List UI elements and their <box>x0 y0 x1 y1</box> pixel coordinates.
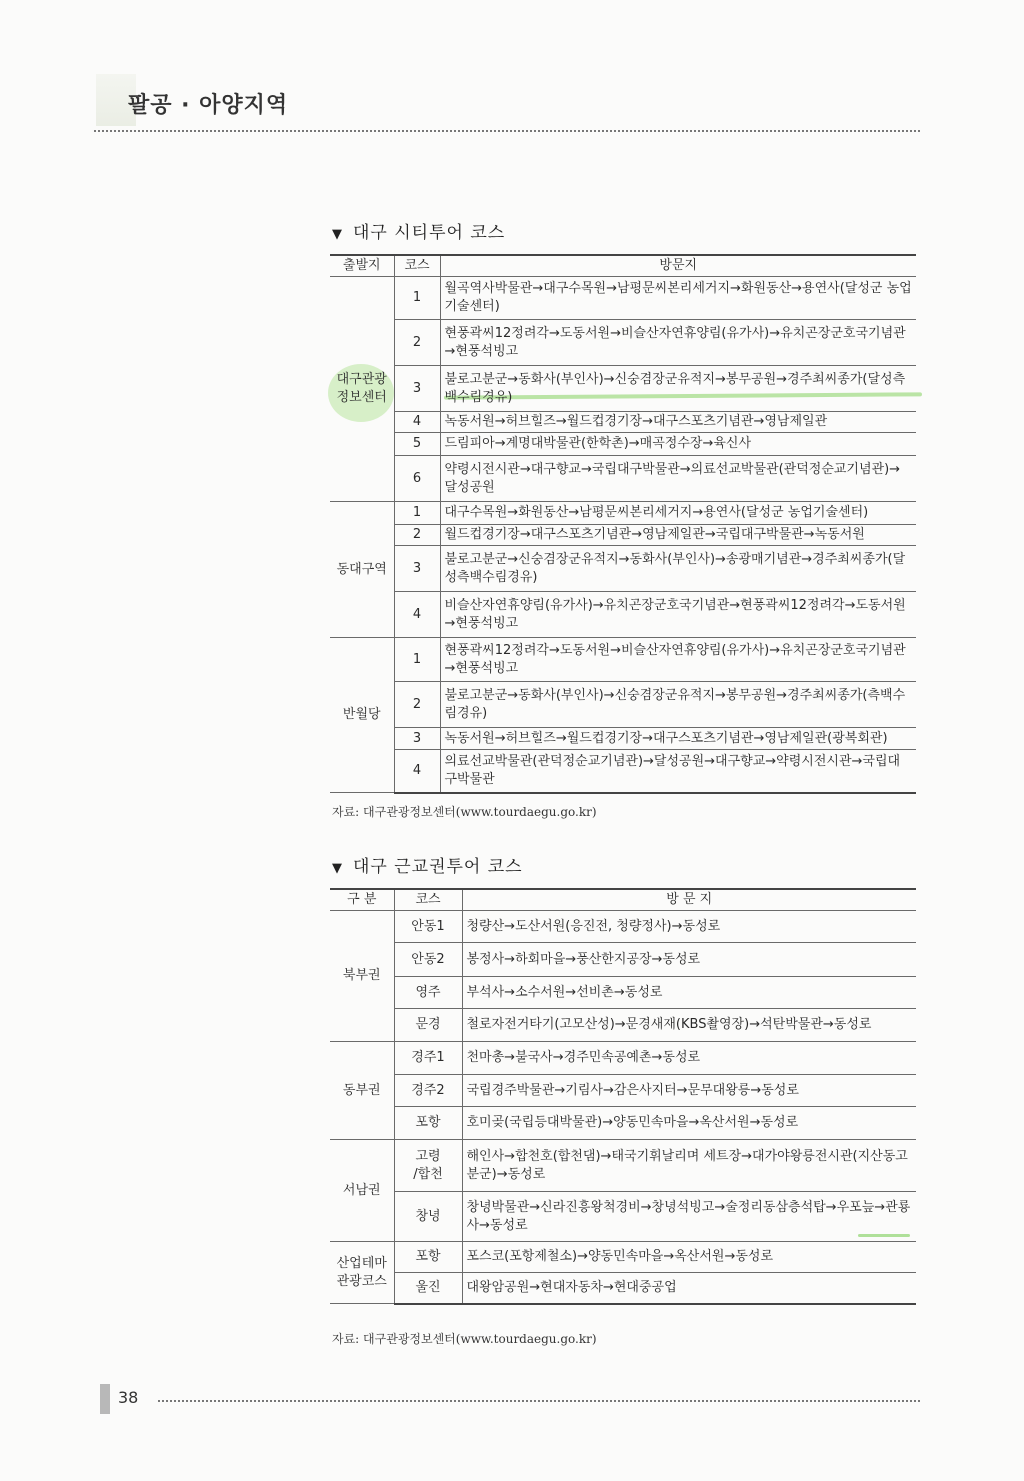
table-row <box>330 433 916 456</box>
places-cell: 약령시전시관→대구향교→국립대구박물관→의료선교박물관(관덕정순교기념관)→달성공원 <box>440 456 916 502</box>
places-cell: 천마총→불국사→경주민속공예촌→동성로 <box>462 1042 916 1075</box>
course-cell: 2 <box>394 682 440 728</box>
table-row <box>330 1107 916 1140</box>
course-cell: 경주1 <box>394 1042 462 1075</box>
table-row <box>330 592 916 638</box>
table-row <box>330 1042 916 1075</box>
table-row <box>330 1009 916 1042</box>
places-cell: 월드컵경기장→대구스포츠기념관→영남제일관→국립대구박물관→녹동서원 <box>440 525 916 546</box>
course-cell: 2 <box>394 320 440 366</box>
triangle-bullet-icon: ▼ <box>332 227 343 242</box>
course-cell: 포항 <box>394 1242 462 1273</box>
course-cell: 4 <box>394 592 440 638</box>
table-row <box>330 456 916 502</box>
course-cell: 3 <box>394 366 440 412</box>
header-places: 방 문 지 <box>462 889 916 911</box>
table-row <box>330 320 916 366</box>
course-cell: 영주 <box>394 977 462 1009</box>
places-cell: 현풍곽씨12정려각→도동서원→비슬산자연휴양림(유가사)→유치곤장군호국기념관→현풍석빙고 <box>440 320 916 366</box>
course-cell: 포항 <box>394 1107 462 1140</box>
table-row <box>330 277 916 320</box>
table-row <box>330 412 916 433</box>
header-origin: 출발지 <box>330 255 394 277</box>
places-cell: 비슬산자연휴양림(유가사)→유치곤장군호국기념관→현풍곽씨12정려각→도동서원→현풍석빙고 <box>440 592 916 638</box>
header-divider <box>94 130 920 132</box>
table-row <box>330 1192 916 1242</box>
source-note-2: 자료: 대구관광정보센터(www.tourdaegu.go.kr) <box>332 1332 597 1346</box>
table-row <box>330 502 916 525</box>
table-row <box>330 366 916 412</box>
course-cell: 안동1 <box>394 911 462 943</box>
source-note-1: 자료: 대구관광정보센터(www.tourdaegu.go.kr) <box>332 805 597 819</box>
group-cell: 서남권 <box>330 1140 394 1242</box>
places-cell: 드림피아→계명대박물관(한학촌)→매곡정수장→육신사 <box>440 433 916 456</box>
places-cell: 녹동서원→허브힐즈→월드컵경기장→대구스포츠기념관→영남제일관 <box>440 412 916 433</box>
course-cell: 창녕 <box>394 1192 462 1242</box>
places-cell: 창녕박물관→신라진흥왕척경비→창녕석빙고→술정리동삼층석탑→우포늪→관룡사→동성로 <box>462 1192 916 1242</box>
suburb-tour-table <box>330 888 916 1305</box>
city-tour-table <box>330 254 916 794</box>
places-cell: 대왕암공원→현대자동차→현대중공업 <box>462 1273 916 1304</box>
course-cell: 문경 <box>394 1009 462 1042</box>
chapter-title: 팔공 · 아양지역 <box>128 93 289 118</box>
table-row <box>330 943 916 977</box>
table-row <box>330 1075 916 1107</box>
table-row <box>330 750 916 793</box>
group-cell: 동부권 <box>330 1042 394 1140</box>
course-cell: 6 <box>394 456 440 502</box>
footer-divider <box>158 1400 920 1402</box>
places-cell: 월곡역사박물관→대구수목원→남평문씨본리세거지→화원동산→용연사(달성군 농업기술센터) <box>440 277 916 320</box>
header-places: 방문지 <box>440 255 916 277</box>
course-cell: 3 <box>394 728 440 750</box>
triangle-bullet-icon: ▼ <box>332 861 343 876</box>
table-header-row <box>330 889 916 911</box>
course-cell: 4 <box>394 750 440 793</box>
header-category: 구 분 <box>330 889 394 911</box>
course-cell: 1 <box>394 502 440 525</box>
places-cell: 의료선교박물관(관덕정순교기념관)→달성공원→대구향교→약령시전시관→국립대구박물관 <box>440 750 916 793</box>
places-cell: 녹동서원→허브힐즈→월드컵경기장→대구스포츠기념관→영남제일관(광복회관) <box>440 728 916 750</box>
places-cell: 철로자전거타기(고모산성)→문경새재(KBS촬영장)→석탄박물관→동성로 <box>462 1009 916 1042</box>
table-row <box>330 1273 916 1304</box>
places-cell: 불로고분군→동화사(부인사)→신숭겸장군유적지→봉무공원→경주최씨종가(달성측백수림경유) <box>440 366 916 412</box>
course-cell: 고령 /합천 <box>394 1140 462 1192</box>
course-cell: 경주2 <box>394 1075 462 1107</box>
highlighter-underline-mark <box>858 1234 910 1237</box>
header-course: 코스 <box>394 255 440 277</box>
places-cell: 봉정사→하회마을→풍산한지공장→동성로 <box>462 943 916 977</box>
table-row <box>330 525 916 546</box>
places-cell: 호미곶(국립등대박물관)→양동민속마을→옥산서원→동성로 <box>462 1107 916 1140</box>
footer-bar <box>100 1384 110 1414</box>
places-cell: 포스코(포항제철소)→양동민속마을→옥산서원→동성로 <box>462 1242 916 1273</box>
section-title-suburb-tour: ▼ 대구 근교권투어 코스 <box>332 857 523 877</box>
course-cell: 1 <box>394 277 440 320</box>
table-row <box>330 682 916 728</box>
section-title-city-tour: ▼ 대구 시티투어 코스 <box>332 223 506 243</box>
table-header-row <box>330 255 916 277</box>
places-cell: 부석사→소수서원→선비촌→동성로 <box>462 977 916 1009</box>
table-row <box>330 1242 916 1273</box>
page-number: 38 <box>118 1388 139 1407</box>
table-row <box>330 911 916 943</box>
group-cell: 산업테마 관광코스 <box>330 1242 394 1304</box>
table-row <box>330 638 916 682</box>
course-cell: 4 <box>394 412 440 433</box>
places-cell: 국립경주박물관→기림사→감은사지터→문무대왕릉→동성로 <box>462 1075 916 1107</box>
course-cell: 1 <box>394 638 440 682</box>
places-cell: 대구수목원→화원동산→남평문씨본리세거지→용연사(달성군 농업기술센터) <box>440 502 916 525</box>
course-cell: 5 <box>394 433 440 456</box>
table-row <box>330 1140 916 1192</box>
places-cell: 현풍곽씨12정려각→도동서원→비슬산자연휴양림(유가사)→유치곤장군호국기념관→현풍석빙고 <box>440 638 916 682</box>
group-cell: 북부권 <box>330 911 394 1042</box>
table-row <box>330 728 916 750</box>
places-cell: 청량산→도산서원(응진전, 청량정사)→동성로 <box>462 911 916 943</box>
group-cell: 대구관광 정보센터 <box>330 277 394 502</box>
places-cell: 해인사→합천호(합천댐)→태국기휘날리며 세트장→대가야왕릉전시관(지산동고분군)→동성로 <box>462 1140 916 1192</box>
course-cell: 3 <box>394 546 440 592</box>
table-row <box>330 977 916 1009</box>
course-cell: 안동2 <box>394 943 462 977</box>
places-cell: 불로고분군→동화사(부인사)→신숭겸장군유적지→봉무공원→경주최씨종가(측백수림경유) <box>440 682 916 728</box>
places-cell: 불로고분군→신숭겸장군유적지→동화사(부인사)→송광매기념관→경주최씨종가(달성측백수림경유) <box>440 546 916 592</box>
course-cell: 2 <box>394 525 440 546</box>
group-cell: 반월당 <box>330 638 394 793</box>
header-course: 코스 <box>394 889 462 911</box>
course-cell: 울진 <box>394 1273 462 1304</box>
group-cell: 동대구역 <box>330 502 394 638</box>
table-row <box>330 546 916 592</box>
